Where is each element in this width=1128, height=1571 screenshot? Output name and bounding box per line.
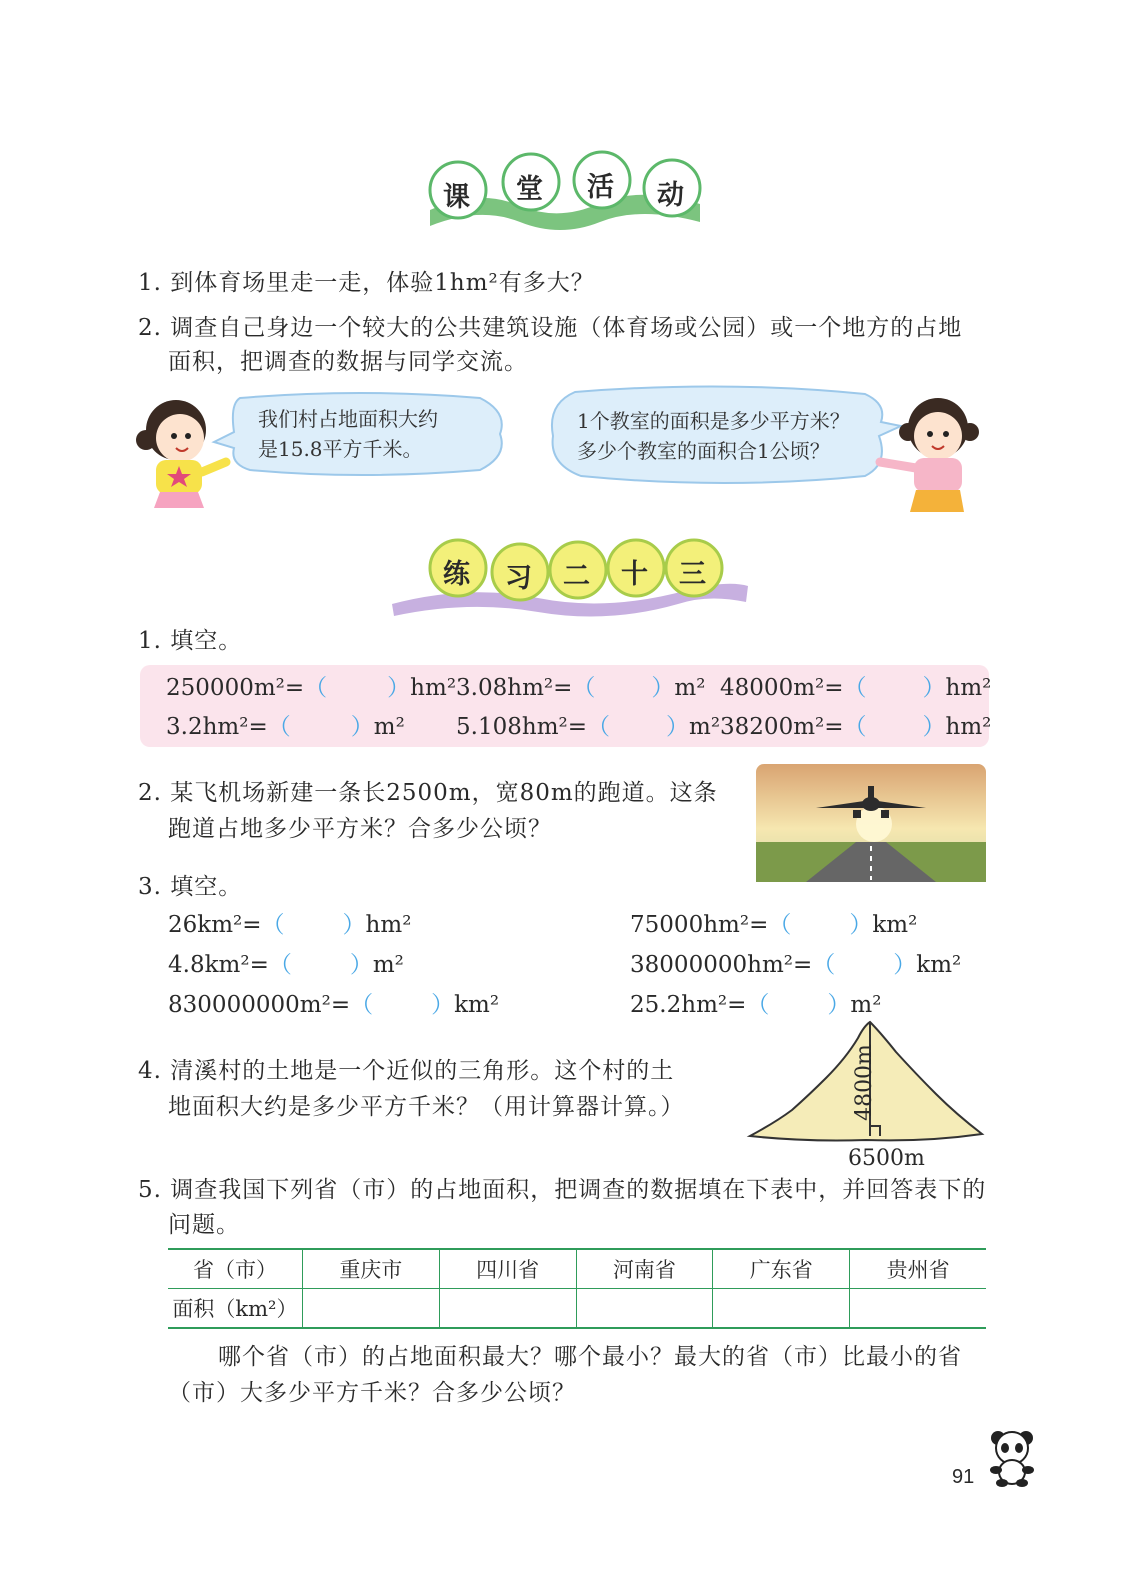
q3-left-eq3 [168, 990, 499, 1020]
q1-label: 1. 填空。 [138, 628, 243, 654]
eq-unit: ）m² [827, 992, 882, 1018]
q4-line1: 4. 清溪村的土地是一个近似的三角形。这个村的土 [138, 1058, 675, 1084]
activity-item-1: 1. 到体育场里走一走，体验1hm²有多大？ [138, 270, 595, 296]
eq-unit: ）hm² [922, 714, 992, 740]
eq-unit: ）km² [893, 952, 962, 978]
bubble-left-line1: 我们村占地面积大约 [258, 407, 438, 431]
triangle-base-label: 6500m [848, 1146, 925, 1171]
eq-text: 250000m²=（ [166, 675, 328, 701]
activity-item-2-line1: 2. 调查自己身边一个较大的公共建筑设施（体育场或公园）或一个地方的占地 [138, 315, 963, 341]
eq-text: 75000hm²=（ [630, 912, 792, 938]
table-cell-empty[interactable] [439, 1289, 576, 1329]
table-header-row [168, 1249, 986, 1289]
eq-unit: ）m² [651, 675, 706, 701]
q3-right-eq3 [630, 990, 881, 1020]
eq-unit: ）hm² [387, 675, 457, 701]
eq-unit: ）hm² [342, 912, 412, 938]
table-cell-empty[interactable] [850, 1289, 986, 1329]
eq-text: 48000m²=（ [720, 675, 867, 701]
table-header-cell: 省（市） [168, 1249, 302, 1289]
table-header-cell: 广东省 [713, 1249, 850, 1289]
section-title-char: 活 [587, 172, 614, 203]
q5-line1: 5. 调查我国下列省（市）的占地面积，把调查的数据填在下表中，并回答表下的 [138, 1177, 987, 1203]
table-header-cell: 重庆市 [302, 1249, 439, 1289]
eq-text: 5.108hm²=（ [456, 714, 611, 740]
section-title-char: 动 [657, 180, 684, 211]
eq-unit: ）hm² [922, 675, 992, 701]
q1-r2-eq3 [720, 712, 991, 742]
eq-text: 38200m²=（ [720, 714, 867, 740]
triangle-height-label: 4800m [851, 1044, 877, 1121]
q5-question-line1: 哪个省（市）的占地面积最大？哪个最小？最大的省（市）比最小的省 [218, 1344, 962, 1370]
q3-right-eq1 [630, 910, 917, 940]
q1-r1-eq2 [456, 673, 705, 703]
section-title-char: 堂 [516, 174, 543, 205]
table-header-cell: 四川省 [439, 1249, 576, 1289]
airplane-runway-photo [756, 764, 986, 882]
eq-text: 26km²=（ [168, 912, 285, 938]
section-title-char: 三 [679, 559, 706, 590]
q1-r2-eq1 [166, 712, 405, 742]
table-header-cell: 贵州省 [850, 1249, 986, 1289]
page-number: 91 [952, 1466, 975, 1488]
q3-left-eq2 [168, 950, 404, 980]
eq-unit: ）m² [350, 714, 405, 740]
table-cell-empty[interactable] [713, 1289, 850, 1329]
section-title-char: 十 [621, 559, 648, 590]
table-header-cell: 河南省 [576, 1249, 713, 1289]
girl-right-illustration [872, 392, 984, 516]
eq-text: 4.8km²=（ [168, 952, 292, 978]
q5-question-line2: （市）大多少平方千米？合多少公顷？ [168, 1380, 576, 1406]
q2-line1: 2. 某飞机场新建一条长2500m，宽80m的跑道。这条 [138, 780, 718, 806]
eq-unit: ）m² [666, 714, 721, 740]
q4-line2: 地面积大约是多少平方千米？（用计算器计算。） [168, 1094, 685, 1120]
q3-right-eq2 [630, 950, 961, 980]
q1-r2-eq2 [456, 712, 720, 742]
q1-r1-eq3 [720, 673, 991, 703]
q3-left-eq1 [168, 910, 411, 940]
table-row-label: 面积（km²） [168, 1289, 302, 1329]
activity-item-2-line2: 面积，把调查的数据与同学交流。 [168, 349, 528, 375]
section-title-char: 课 [443, 182, 470, 213]
bubble-right-line1: 1个教室的面积是多少平方米？ [577, 409, 850, 433]
table-cell-empty[interactable] [576, 1289, 713, 1329]
table-row [168, 1289, 986, 1329]
province-area-table [168, 1248, 986, 1329]
eq-text: 38000000hm²=（ [630, 952, 836, 978]
section-title-char: 练 [443, 559, 470, 590]
q5-line2: 问题。 [168, 1212, 240, 1238]
eq-text: 3.08hm²=（ [456, 675, 596, 701]
section-title-char: 二 [563, 561, 590, 592]
table-cell-empty[interactable] [302, 1289, 439, 1329]
eq-text: 830000000m²=（ [168, 992, 374, 1018]
eq-unit: ）km² [849, 912, 918, 938]
q1-r1-eq1 [166, 673, 456, 703]
eq-unit: ）m² [349, 952, 404, 978]
eq-unit: ）km² [431, 992, 500, 1018]
q2-line2: 跑道占地多少平方米？合多少公顷？ [168, 816, 552, 842]
bubble-left-line2: 是15.8平方千米。 [258, 437, 423, 461]
panda-icon [986, 1428, 1038, 1488]
eq-text: 25.2hm²=（ [630, 992, 770, 1018]
section-title-char: 习 [505, 563, 532, 594]
eq-text: 3.2hm²=（ [166, 714, 291, 740]
q3-label: 3. 填空。 [138, 874, 243, 900]
bubble-right-line2: 多少个教室的面积合1公顷？ [577, 439, 830, 463]
